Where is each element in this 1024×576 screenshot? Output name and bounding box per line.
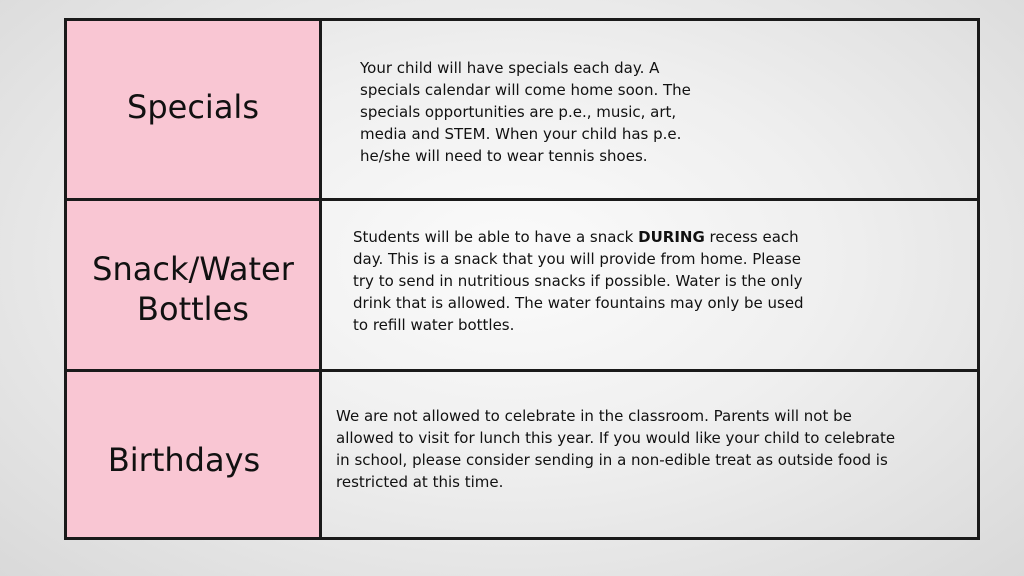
- snack-water-heading-line1: Snack/Water: [92, 250, 294, 288]
- snack-water-content-cell: [322, 201, 977, 372]
- snack-water-label-cell: [67, 201, 322, 372]
- birthdays-heading: Birthdays: [107, 440, 261, 479]
- snack-text-after: recess each day. This is a snack that you will provide from home. Please try to send in nutritious snacks if possible. Water is the only drink that is allowed. The water fountains may only be used to refill water bottles.: [353, 228, 804, 334]
- birthdays-description: We are not allowed to celebrate in the classroom. Parents will not be allowed to visit for lunch this year. If you would like your child to celebrate in school, please consider sending in a non-edible treat as outside food is restricted at this time.: [336, 407, 896, 491]
- specials-heading: Specials: [127, 87, 259, 126]
- snack-water-description: [353, 226, 823, 336]
- snack-text-before: Students will be able to have a snack: [353, 228, 639, 246]
- birthdays-label-cell: [67, 372, 322, 537]
- info-table: [64, 18, 980, 540]
- specials-label-cell: [67, 21, 322, 201]
- specials-description: Your child will have specials each day. A specials calendar will come home soon. The specials opportunities are p.e., music, art, media and STEM. When your child has p.e. he/she will need to wear tennis shoes.: [360, 59, 691, 165]
- snack-water-heading-line2: Bottles: [137, 290, 249, 328]
- snack-water-heading: [92, 249, 294, 329]
- snack-text-emphasis: DURING: [638, 228, 705, 246]
- specials-content-cell: [322, 21, 977, 201]
- birthdays-content-cell: [322, 372, 977, 537]
